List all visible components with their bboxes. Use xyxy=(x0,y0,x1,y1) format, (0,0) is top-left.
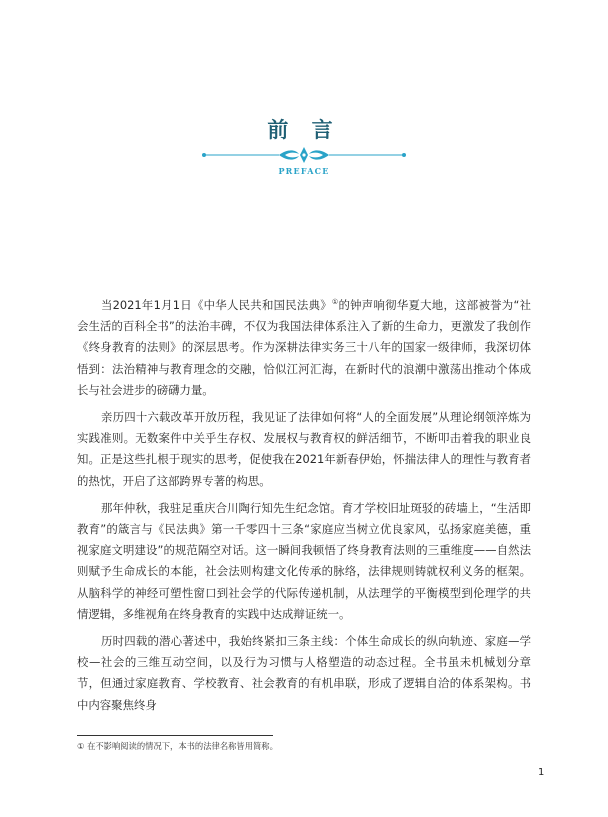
footnote-marker[interactable]: ① xyxy=(331,298,339,307)
paragraph: 历时四载的潜心著述中，我始终紧扣三条主线：个体生命成长的纵向轨迹、家庭—学校—社会的三维互动空间，以及行为习惯与人格塑造的动态过程。全书虽未机械划分章节，但通过家庭教育、学校教育、社会教育的有机串联，形成了逻辑自洽的体系架构。书中内容聚焦终身 xyxy=(77,634,531,712)
page-title: 前 言 xyxy=(267,117,341,142)
body-text xyxy=(77,295,531,722)
page-subtitle: PREFACE xyxy=(278,166,330,176)
paragraph xyxy=(77,295,531,401)
paragraph-text: 当2021年1月1日《中华人民共和国民法典》 xyxy=(101,298,332,312)
paragraph: 那年仲秋，我驻足重庆合川陶行知先生纪念馆。育才学校旧址斑驳的砖墙上，“生活即教育”的箴言与《民法典》第一千零四十三条“家庭应当树立优良家风，弘扬家庭美德，重视家庭文明建设”的规范隔空对话。这一瞬间我顿悟了终身教育法则的三重维度——自然法则赋予生命成长的本能，社会法则构建文化传承的脉络，法律规则铸就权利义务的框架。从脑科学的神经可塑性窗口到社会学的代际传递机制，从法理学的平衡模型到伦理学的共情逻辑，多维视角在终身教育的实践中达成辩证统一。 xyxy=(77,500,531,621)
page-number: 1 xyxy=(538,767,545,778)
footnote: ① 在不影响阅读的情况下，本书的法律名称皆用简称。 xyxy=(77,741,278,751)
flourish-divider-icon xyxy=(201,146,407,164)
paragraph-text: 的钟声响彻华夏大地，这部被誉为“社会生活的百科全书”的法治丰碑，不仅为我国法律体系注入了新的生命力，更激发了我创作《终身教育的法则》的深层思考。作为深耕法律实务三十八年的国家一级律师，我深切体悟到：法治精神与教育理念的交融，恰似江河汇海，在新时代的浪潮中激荡出推动个体成长与社会进步的磅礴力量。 xyxy=(77,298,532,397)
paragraph: 亲历四十六载改革开放历程，我见证了法律如何将“人的全面发展”从理论纲领淬炼为实践准则。无数案件中关乎生存权、发展权与教育权的鲜活细节，不断叩击着我的职业良知。正是这些扎根于现实的思考，促使我在2021年新春伊始，怀揣法律人的理性与教育者的热忱，开启了这部跨界专著的构思。 xyxy=(77,410,531,488)
footnote-divider xyxy=(77,735,273,736)
